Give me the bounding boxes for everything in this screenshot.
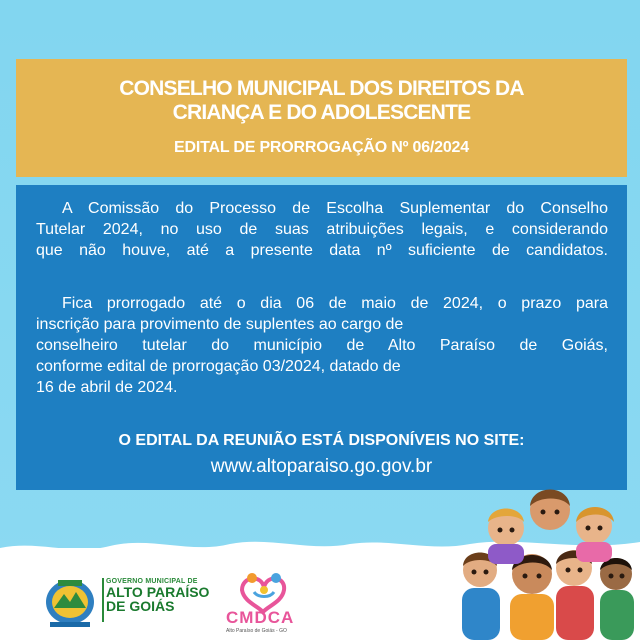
council-title-line-2: CRIANÇA E DO ADOLESCENTE <box>172 101 471 124</box>
gov-city-line-2: DE GOIÁS <box>106 598 175 614</box>
paragraph-line: conselheiro tutelar do município de Alto Paraíso de Goiás, <box>36 337 608 354</box>
council-title-line-1: CONSELHO MUNICIPAL DOS DIREITOS DA <box>119 77 524 100</box>
announcement-panel <box>16 185 627 490</box>
municipal-government-name <box>106 578 209 613</box>
website-link[interactable]: www.altoparaiso.go.gov.br <box>210 456 433 477</box>
paragraph-line: que não houve, até a presente data nº suficiente de candidatos. <box>36 242 608 259</box>
paragraph-extension <box>36 293 608 398</box>
edict-subtitle: EDITAL DE PRORROGAÇÃO Nº 06/2024 <box>174 139 469 156</box>
paragraph-commission <box>36 198 608 261</box>
gov-label: GOVERNO MUNICIPAL DE <box>106 578 198 585</box>
paragraph-line: 16 de abril de 2024. <box>36 379 178 396</box>
cmdca-name <box>226 608 294 628</box>
paragraph-line: conforme edital de prorrogação 03/2024, datado de <box>36 358 401 375</box>
title-banner <box>16 59 627 177</box>
children-illustration <box>448 470 638 640</box>
paragraph-line: A Comissão do Processo de Escolha Suplementar do Conselho <box>62 200 608 217</box>
paragraph-line: Tutelar 2024, no uso de suas atribuições legais, e considerando <box>36 221 608 238</box>
cmdca-name-text: CMDCA <box>226 608 295 627</box>
availability-notice: O EDITAL DA REUNIÃO ESTÁ DISPONÍVEIS NO SITE: <box>118 432 525 449</box>
cmdca-location: Alto Paraíso de Goiás - GO <box>226 628 287 634</box>
paragraph-line: inscrição para provimento de suplentes ao cargo de <box>36 316 404 333</box>
paragraph-line: Fica prorrogado até o dia 06 de maio de 2024, o prazo para <box>62 295 608 312</box>
gov-city-line-1: ALTO PARAÍSO <box>106 584 210 600</box>
